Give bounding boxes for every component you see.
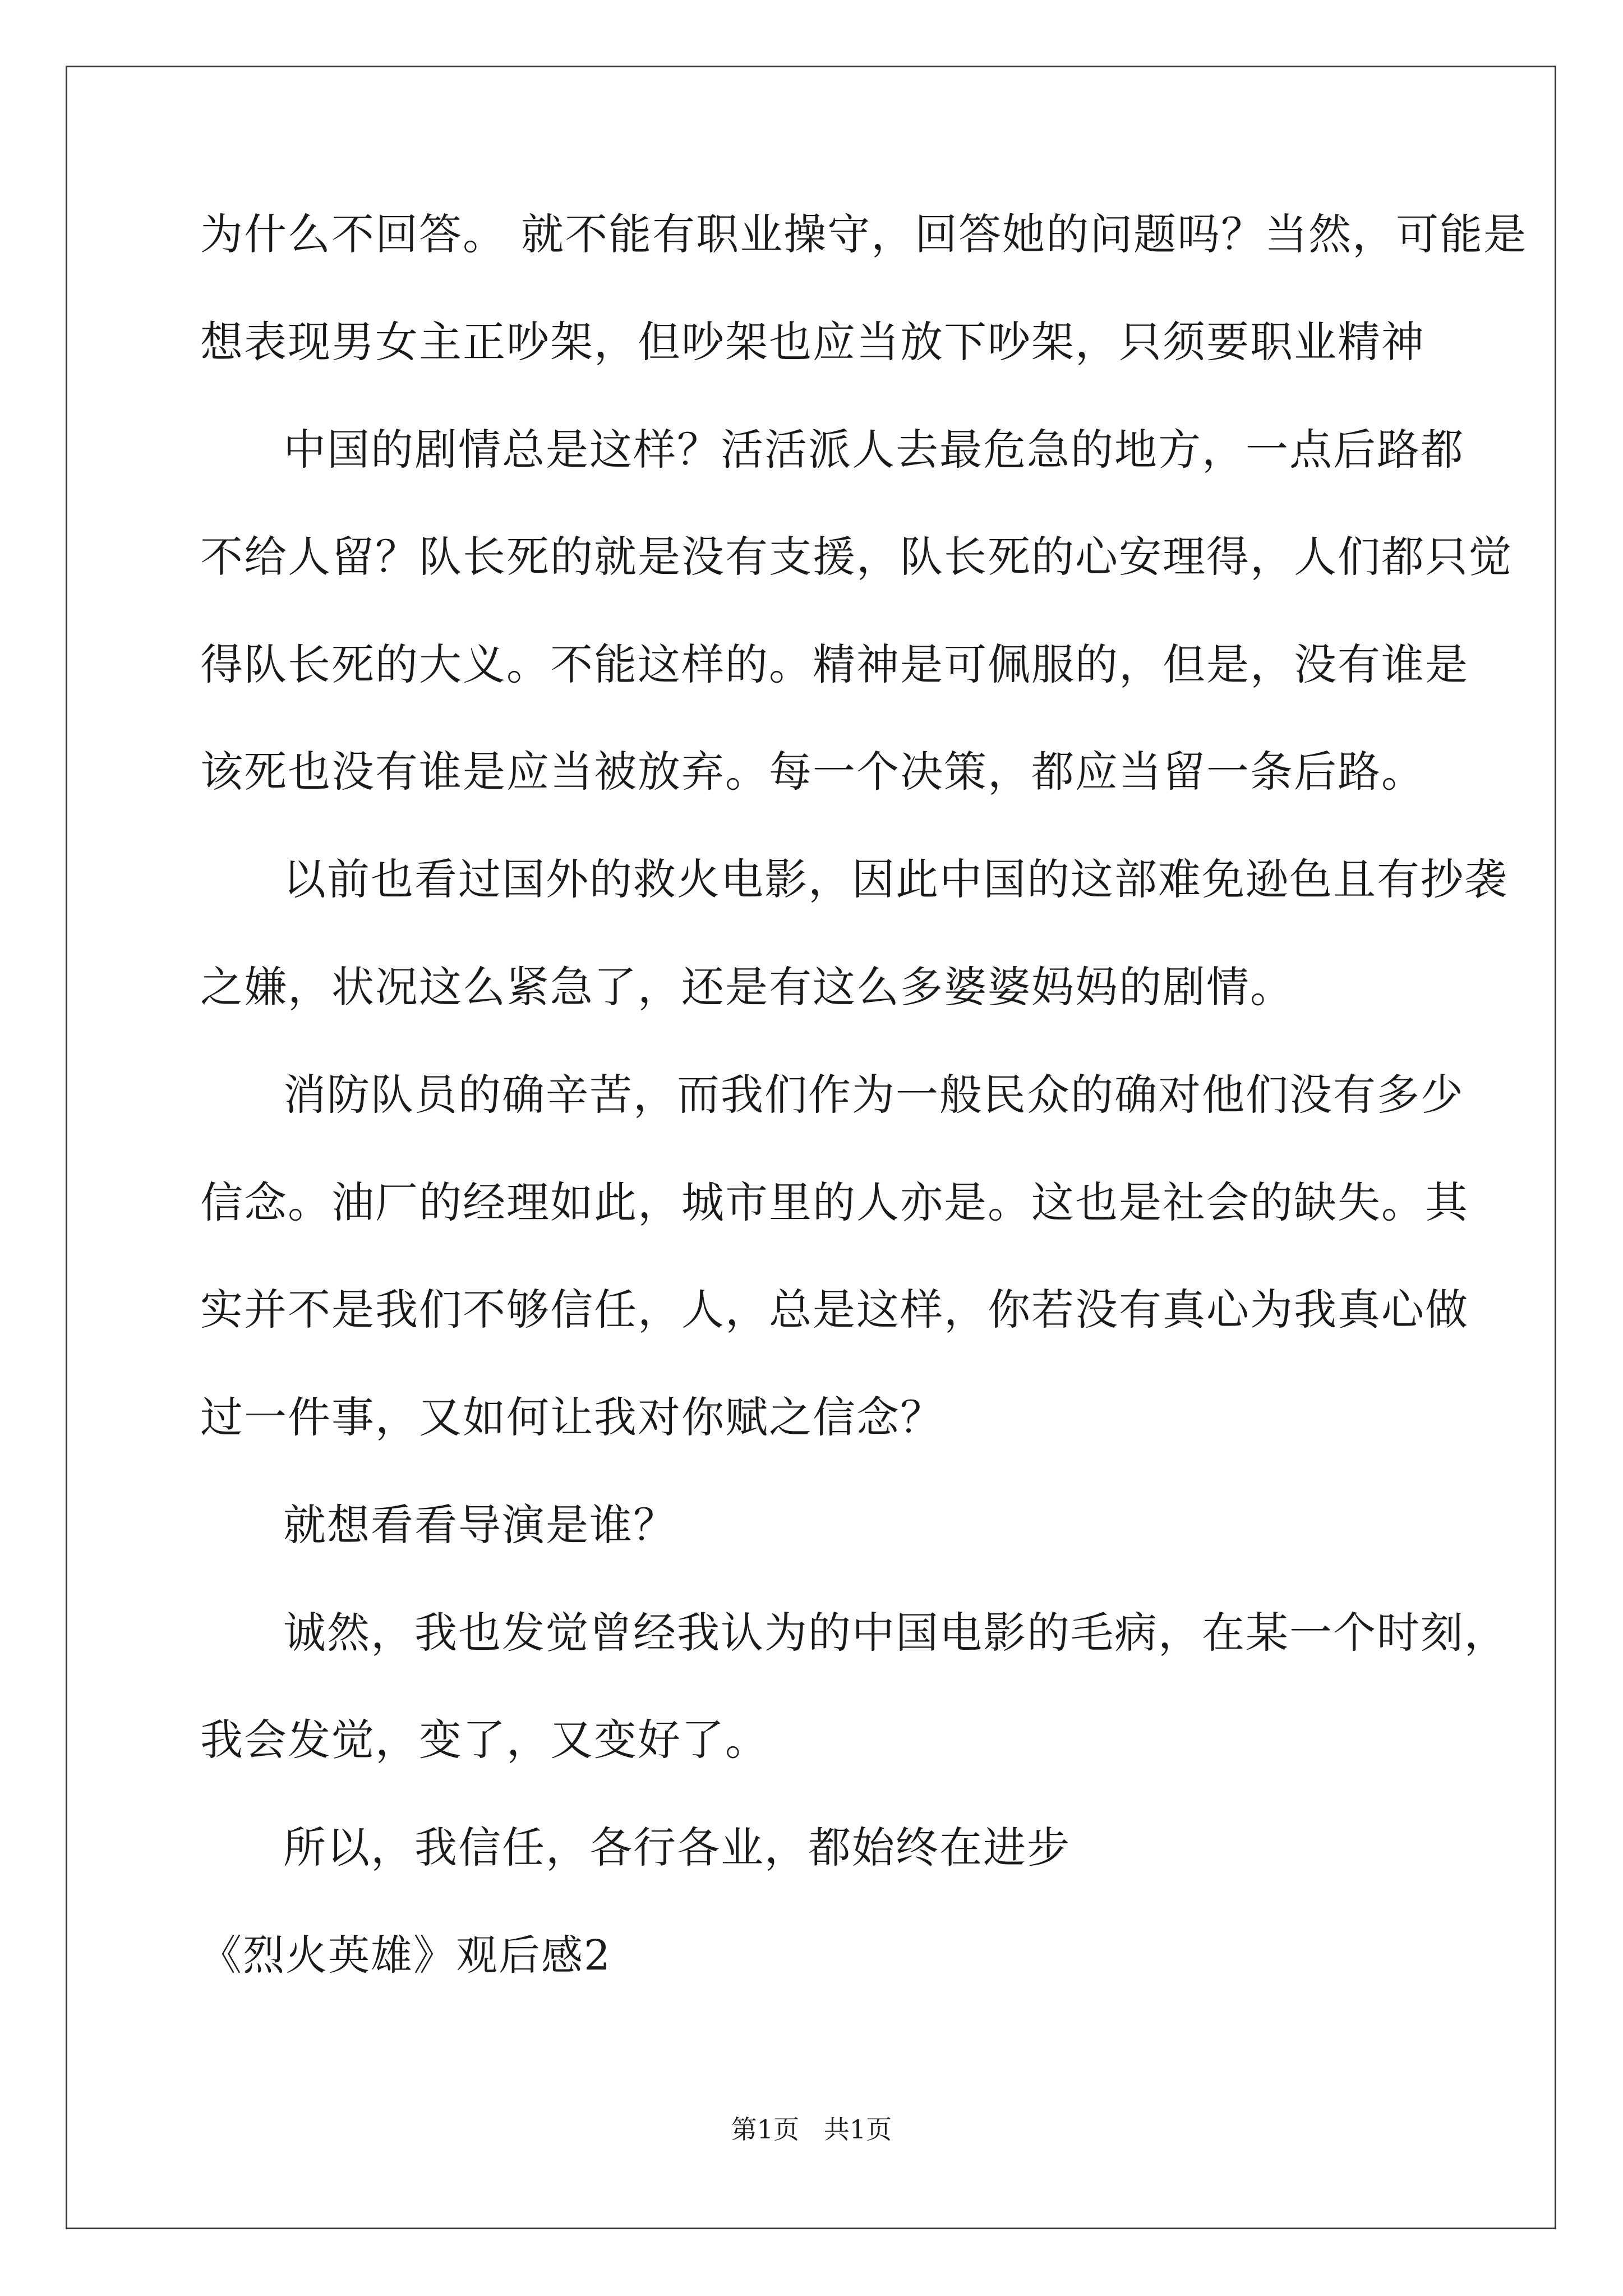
section-heading: 《烈火英雄》观后感2 [200, 1931, 612, 1980]
paragraph-start: 所以，我信任，各行各业，都始终在进步 [283, 1823, 1071, 1872]
text-line: 过一件事，又如何让我对你赋之信念？ [200, 1392, 944, 1442]
paragraph-start: 诚然，我也发觉曾经我认为的中国电影的毛病，在某一个时刻， [283, 1608, 1508, 1658]
text-line: 得队长死的大义。不能这样的。精神是可佩服的，但是，没有谁是 [200, 639, 1469, 689]
text-line: 想表现男女主正吵架，但吵架也应当放下吵架，只须要职业精神 [200, 317, 1425, 367]
page-footer: 第1页 共1页 [731, 2114, 892, 2145]
text-line: 我会发觉，变了，又变好了。 [200, 1715, 769, 1765]
text-line: 实并不是我们不够信任，人，总是这样，你若没有真心为我真心做 [200, 1285, 1469, 1335]
paragraph-start: 消防队员的确辛苦，而我们作为一般民众的确对他们没有多少 [283, 1070, 1464, 1120]
paragraph-start: 中国的剧情总是这样？活活派人去最危急的地方，一点后路都 [283, 425, 1464, 475]
text-line: 之嫌，状况这么紧急了，还是有这么多婆婆妈妈的剧情。 [200, 962, 1294, 1012]
text-line: 为什么不回答。 就不能有职业操守，回答她的问题吗？当然，可能是 [200, 209, 1528, 259]
page-border [66, 66, 1556, 2229]
paragraph-start: 以前也看过国外的救火电影，因此中国的这部难免逊色且有抄袭 [283, 854, 1508, 904]
text-line: 该死也没有谁是应当被放弃。每一个决策，都应当留一条后路。 [200, 747, 1425, 797]
paragraph-start: 就想看看导演是谁？ [283, 1500, 677, 1550]
text-line: 信念。油厂的经理如此，城市里的人亦是。这也是社会的缺失。其 [200, 1177, 1469, 1227]
text-line: 不给人留？队长死的就是没有支援，队长死的心安理得，人们都只觉 [200, 532, 1513, 582]
